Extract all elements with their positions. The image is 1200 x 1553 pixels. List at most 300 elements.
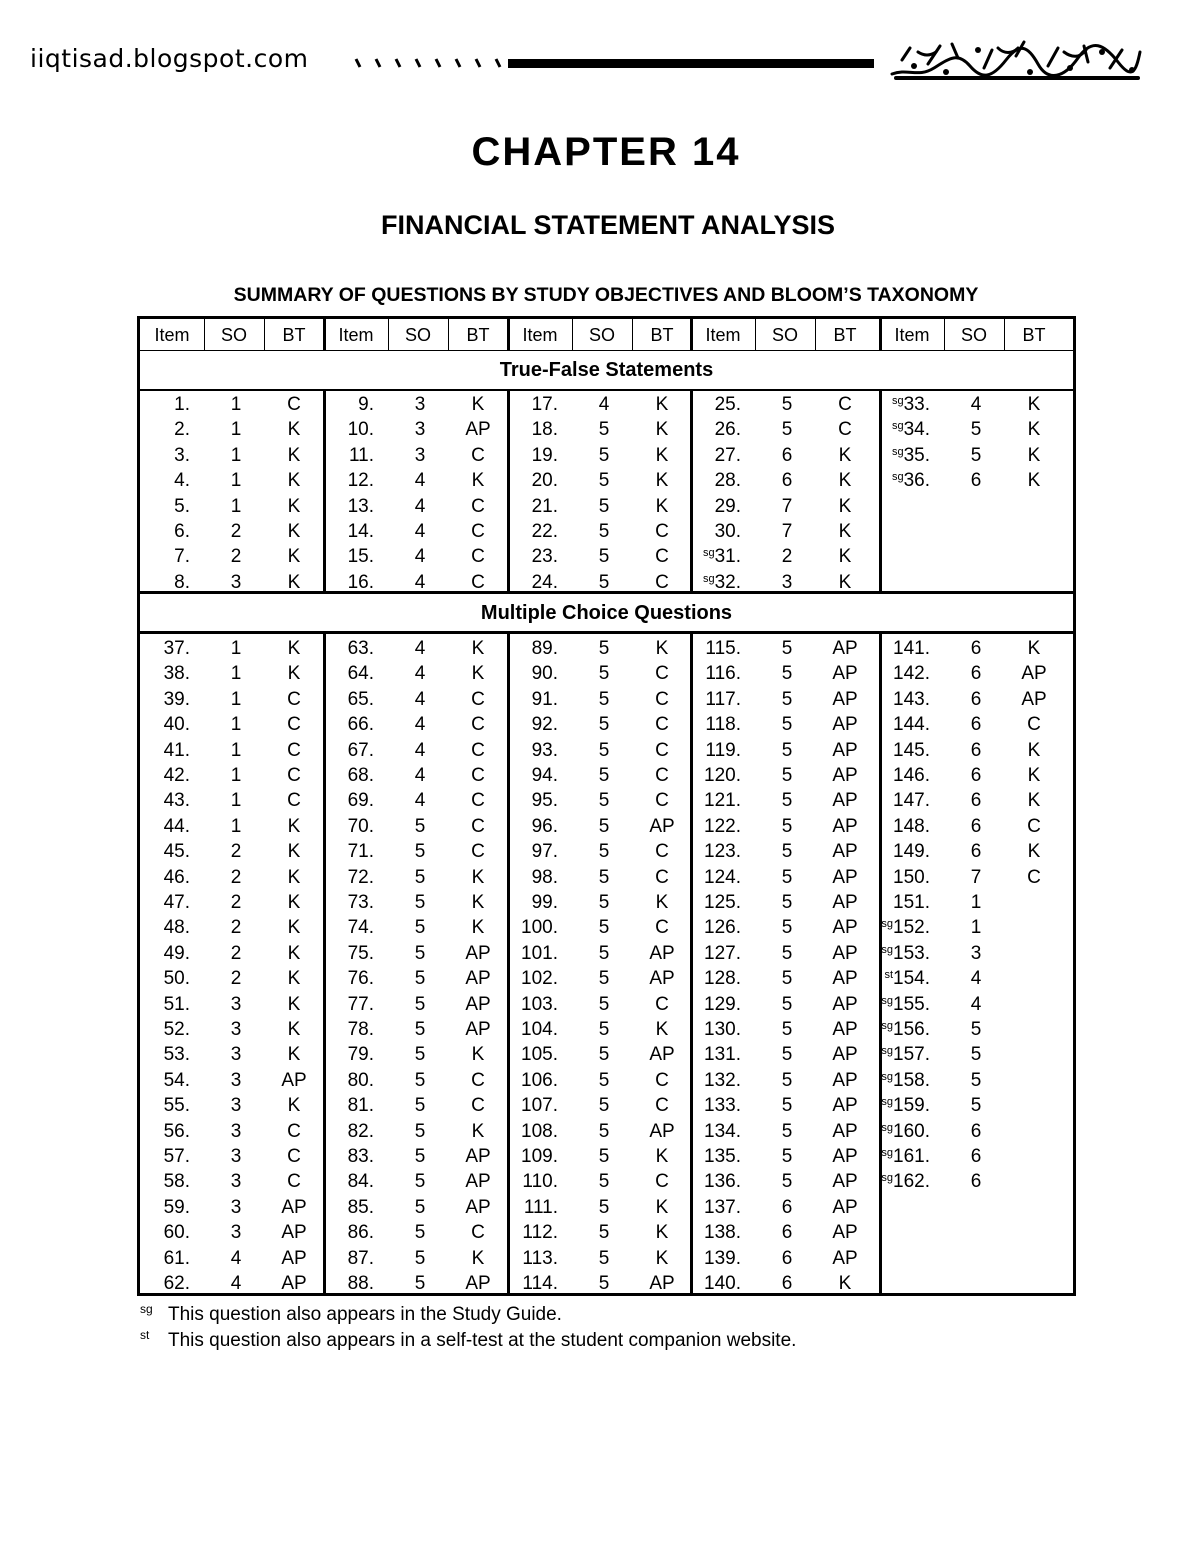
study-objective: 5 <box>598 1222 610 1244</box>
column-header: Item <box>522 325 558 345</box>
item-number: $^{sg}$155. <box>881 993 930 1015</box>
item-number: 93. <box>531 739 558 761</box>
blooms-taxonomy: C <box>471 1069 485 1091</box>
item-number: 140. <box>704 1273 741 1294</box>
blooms-taxonomy: C <box>287 1146 301 1167</box>
blooms-taxonomy: K <box>1027 739 1041 761</box>
study-objective: 3 <box>230 571 242 593</box>
blooms-taxonomy: C <box>471 841 485 863</box>
blooms-taxonomy: C <box>655 1069 669 1091</box>
item-number: 21. <box>531 495 558 517</box>
blooms-taxonomy: K <box>471 892 485 913</box>
item-number: 54. <box>163 1069 190 1091</box>
study-objective: 6 <box>781 1222 793 1244</box>
blooms-taxonomy: K <box>287 638 301 659</box>
item-number: 102. <box>521 968 558 990</box>
study-objective: 5 <box>970 1044 982 1066</box>
blooms-taxonomy: K <box>655 1247 669 1269</box>
blooms-taxonomy: K <box>1027 638 1041 659</box>
study-objective: 5 <box>598 1120 610 1142</box>
study-objective: 5 <box>781 1120 793 1142</box>
item-number: 148. <box>893 815 930 837</box>
item-number: 118. <box>705 714 741 736</box>
item-number: 46. <box>163 866 190 888</box>
item-mark: sg <box>881 1172 894 1185</box>
blooms-taxonomy: K <box>655 1222 669 1244</box>
item-number: 127. <box>704 942 741 964</box>
item-number: 40. <box>163 714 190 736</box>
item-mark: sg <box>881 1070 894 1083</box>
study-objective: 6 <box>970 688 982 710</box>
study-objective: 4 <box>414 765 426 786</box>
blooms-taxonomy: AP <box>832 1247 858 1269</box>
study-objective: 1 <box>970 917 982 939</box>
item-number: 62. <box>163 1273 190 1294</box>
study-objective: 5 <box>598 1146 610 1167</box>
blooms-taxonomy: AP <box>832 892 858 913</box>
blooms-taxonomy: AP <box>1021 688 1047 710</box>
column-header: BT <box>282 325 306 345</box>
item-number: 83. <box>347 1146 374 1167</box>
item-number: 52. <box>163 1019 190 1040</box>
column-header: Item <box>154 325 190 345</box>
blooms-taxonomy: C <box>471 521 485 542</box>
blooms-taxonomy: K <box>1027 790 1041 812</box>
item-number: 112. <box>522 1222 558 1244</box>
item-number: 16. <box>347 571 374 593</box>
study-objective: 3 <box>781 571 793 593</box>
item-number: 5. <box>174 495 190 517</box>
blooms-taxonomy: C <box>287 1120 301 1142</box>
blooms-taxonomy: AP <box>832 1069 858 1091</box>
item-number: 82. <box>347 1120 374 1142</box>
study-objective: 5 <box>598 892 610 913</box>
blooms-taxonomy: AP <box>465 1019 491 1040</box>
blooms-taxonomy <box>1012 1042 1056 1067</box>
item-number: 74. <box>347 917 374 939</box>
study-objective: 1 <box>230 688 242 710</box>
item-number: 29. <box>714 495 741 517</box>
study-objective: 2 <box>230 968 242 990</box>
study-objective: 6 <box>781 444 793 466</box>
item-number: 10. <box>347 419 374 441</box>
study-objective: 5 <box>414 1019 426 1040</box>
multiple-choice-section-label: Multiple Choice Questions <box>140 594 1073 632</box>
study-objective: 5 <box>414 1044 426 1066</box>
blooms-taxonomy: AP <box>281 1273 307 1294</box>
study-objective: 1 <box>230 765 242 786</box>
item-number: 132. <box>704 1069 741 1091</box>
blooms-taxonomy: K <box>1027 470 1041 492</box>
blooms-taxonomy: AP <box>1021 663 1047 685</box>
study-objective: 5 <box>598 1196 610 1218</box>
item-number: $^{sg}$152. <box>881 917 930 939</box>
footnote-mark: sg <box>140 1302 153 1316</box>
blooms-taxonomy: AP <box>281 1069 307 1091</box>
study-objective: 4 <box>414 571 426 593</box>
item-number: 11. <box>348 444 374 466</box>
item-number: 51. <box>163 993 190 1015</box>
study-objective: 5 <box>781 790 793 812</box>
study-objective: 5 <box>414 993 426 1015</box>
blooms-taxonomy: AP <box>832 917 858 939</box>
blooms-taxonomy: C <box>655 765 669 786</box>
study-objective: 5 <box>414 1069 426 1091</box>
item-number: 80. <box>347 1069 374 1091</box>
column-header: Item <box>894 325 930 345</box>
blooms-taxonomy: K <box>287 495 301 517</box>
blooms-taxonomy: K <box>1027 841 1041 863</box>
item-number: 56. <box>163 1120 190 1142</box>
blooms-taxonomy: C <box>287 765 301 786</box>
item-number: 37. <box>163 638 190 659</box>
study-objective: 3 <box>230 1196 242 1218</box>
column-header: BT <box>650 325 674 345</box>
item-number: 146. <box>893 765 930 786</box>
column-header: SO <box>771 325 798 345</box>
item-number: 85. <box>347 1196 374 1218</box>
blooms-taxonomy: C <box>1027 866 1041 888</box>
column-header: BT <box>833 325 857 345</box>
footnote-text: This question also appears in the Study Guide. <box>168 1304 562 1325</box>
item-number: 151. <box>893 892 930 913</box>
blooms-taxonomy <box>1012 1169 1056 1194</box>
study-objective: 6 <box>970 714 982 736</box>
item-number: 24. <box>531 571 558 593</box>
study-objective: 3 <box>230 993 242 1015</box>
study-objective: 6 <box>970 1171 982 1193</box>
item-mark: st <box>884 969 894 982</box>
blooms-taxonomy <box>1012 915 1056 940</box>
study-objective: 1 <box>230 638 242 659</box>
study-objective: 3 <box>230 1146 242 1167</box>
blooms-taxonomy: C <box>471 790 485 812</box>
study-objective: 5 <box>781 638 793 659</box>
study-objective: 3 <box>230 1069 242 1091</box>
header-rule <box>508 59 874 68</box>
item-mark: sg <box>881 1045 894 1058</box>
study-objective: 5 <box>970 419 982 441</box>
item-number: 65. <box>347 688 374 710</box>
blooms-taxonomy: AP <box>832 1019 858 1040</box>
study-objective: 4 <box>414 714 426 736</box>
study-objective: 5 <box>598 1171 610 1193</box>
blooms-taxonomy: C <box>655 866 669 888</box>
item-number: 123. <box>704 841 741 863</box>
item-number: $^{sg}$157. <box>881 1044 930 1066</box>
blooms-taxonomy: K <box>287 968 301 990</box>
blooms-taxonomy: AP <box>649 815 675 837</box>
blooms-taxonomy: C <box>471 1095 485 1117</box>
study-objective: 5 <box>598 765 610 786</box>
blooms-taxonomy <box>1012 1068 1056 1093</box>
blooms-taxonomy: C <box>287 1171 301 1193</box>
item-number: 90. <box>531 663 558 685</box>
study-objective: 5 <box>781 419 793 441</box>
study-objective: 5 <box>598 1019 610 1040</box>
study-objective: 5 <box>598 1095 610 1117</box>
item-number: 130. <box>704 1019 741 1040</box>
study-objective: 3 <box>230 1095 242 1117</box>
study-objective: 6 <box>970 790 982 812</box>
footnote-text: This question also appears in a self-test at the student companion website. <box>168 1330 797 1351</box>
item-number: 3. <box>174 444 190 466</box>
blooms-taxonomy: K <box>471 1120 485 1142</box>
item-number: 81. <box>347 1095 374 1117</box>
study-objective: 1 <box>230 739 242 761</box>
blooms-taxonomy: K <box>655 394 669 415</box>
item-number: 105. <box>521 1044 558 1066</box>
study-objective: 4 <box>230 1247 242 1269</box>
study-objective: 5 <box>598 571 610 593</box>
study-objective: 5 <box>781 815 793 837</box>
item-number: 138. <box>704 1222 741 1244</box>
blooms-taxonomy: C <box>287 714 301 736</box>
item-number: 97. <box>531 841 558 863</box>
item-number: 134. <box>704 1120 741 1142</box>
blooms-taxonomy: AP <box>465 1196 491 1218</box>
study-objective: 2 <box>230 892 242 913</box>
item-number: 147. <box>893 790 930 812</box>
blooms-taxonomy: K <box>838 571 852 593</box>
blooms-taxonomy: C <box>287 394 301 415</box>
blooms-taxonomy: AP <box>832 663 858 685</box>
blooms-taxonomy: K <box>655 470 669 492</box>
study-objective: 4 <box>414 663 426 685</box>
item-number: 57. <box>163 1146 190 1167</box>
item-number: 15. <box>347 546 374 568</box>
study-objective: 4 <box>414 790 426 812</box>
item-number: 100. <box>521 917 558 939</box>
item-number: 144. <box>893 714 930 736</box>
blooms-taxonomy: K <box>287 521 301 542</box>
study-objective: 4 <box>414 638 426 659</box>
blooms-taxonomy: AP <box>465 993 491 1015</box>
blooms-taxonomy: AP <box>465 942 491 964</box>
item-number: 39. <box>163 688 190 710</box>
blooms-taxonomy: K <box>655 638 669 659</box>
item-number: 42. <box>163 765 190 786</box>
study-objective: 3 <box>414 444 426 466</box>
study-objective: 5 <box>414 866 426 888</box>
study-objective: 5 <box>781 739 793 761</box>
item-number: $^{sg}$34. <box>891 419 930 441</box>
item-number: 141. <box>893 638 930 659</box>
item-number: $^{sg}$162. <box>881 1171 930 1193</box>
blooms-taxonomy: AP <box>832 1171 858 1193</box>
item-number: 9. <box>358 394 374 415</box>
blooms-taxonomy: AP <box>281 1196 307 1218</box>
blooms-taxonomy: C <box>655 993 669 1015</box>
blooms-taxonomy: C <box>655 688 669 710</box>
blooms-taxonomy: K <box>838 521 852 542</box>
item-mark: sg <box>891 445 904 458</box>
study-objective: 4 <box>414 495 426 517</box>
study-objective: 5 <box>598 546 610 568</box>
item-number: 19. <box>531 444 558 466</box>
blooms-taxonomy: AP <box>832 815 858 837</box>
study-objective: 5 <box>598 942 610 964</box>
study-objective: 2 <box>230 841 242 863</box>
study-objective: 4 <box>970 993 982 1015</box>
item-number: 4. <box>174 470 190 492</box>
blooms-taxonomy: AP <box>281 1247 307 1269</box>
study-objective: 5 <box>414 815 426 837</box>
blooms-taxonomy: K <box>655 444 669 466</box>
item-number: $^{sg}$159. <box>881 1095 930 1117</box>
item-number: 103. <box>521 993 558 1015</box>
blooms-taxonomy <box>1012 992 1056 1017</box>
study-objective: 6 <box>970 739 982 761</box>
study-objective: 3 <box>230 1019 242 1040</box>
item-number: 14. <box>347 521 374 542</box>
item-number: 115. <box>705 638 741 659</box>
study-objective: 5 <box>414 1222 426 1244</box>
blooms-taxonomy: C <box>471 546 485 568</box>
item-number: 58. <box>163 1171 190 1193</box>
blooms-taxonomy: K <box>838 1273 852 1294</box>
item-number: 55. <box>163 1095 190 1117</box>
column-header: Item <box>338 325 374 345</box>
item-number: $^{sg}$153. <box>881 942 930 964</box>
item-number: 49. <box>163 942 190 964</box>
item-number: 73. <box>347 892 374 913</box>
study-objective: 6 <box>781 470 793 492</box>
item-number: 7. <box>174 546 190 568</box>
item-number: 136. <box>704 1171 741 1193</box>
study-objective: 5 <box>598 1247 610 1269</box>
blooms-taxonomy: C <box>655 739 669 761</box>
study-objective: 5 <box>598 866 610 888</box>
blooms-taxonomy: K <box>287 917 301 939</box>
blooms-taxonomy: AP <box>832 866 858 888</box>
item-number: 27. <box>714 444 741 466</box>
blooms-taxonomy <box>1012 1093 1056 1118</box>
study-objective: 6 <box>781 1247 793 1269</box>
blooms-taxonomy: AP <box>832 1095 858 1117</box>
footnote-self-test <box>140 1328 796 1352</box>
study-objective: 5 <box>414 968 426 990</box>
study-objective: 5 <box>970 1019 982 1040</box>
item-number: 137. <box>704 1196 741 1218</box>
item-number: 6. <box>174 521 190 542</box>
study-objective: 2 <box>230 521 242 542</box>
study-objective: 1 <box>230 815 242 837</box>
item-number: 122. <box>704 815 741 837</box>
blooms-taxonomy: AP <box>832 765 858 786</box>
item-number: 84. <box>347 1171 374 1193</box>
study-objective: 5 <box>781 688 793 710</box>
item-number: 48. <box>163 917 190 939</box>
study-objective: 6 <box>970 1146 982 1167</box>
study-objective: 4 <box>598 394 610 415</box>
study-objective: 5 <box>781 841 793 863</box>
study-objective: 4 <box>414 470 426 492</box>
blooms-taxonomy: AP <box>832 638 858 659</box>
study-objective: 5 <box>781 993 793 1015</box>
blooms-taxonomy: K <box>655 495 669 517</box>
study-objective: 5 <box>598 1069 610 1091</box>
blooms-taxonomy: C <box>471 765 485 786</box>
item-number: 44. <box>163 815 190 837</box>
blooms-taxonomy: AP <box>832 1044 858 1066</box>
blooms-taxonomy: K <box>287 1019 301 1040</box>
blooms-taxonomy: C <box>1027 815 1041 837</box>
study-objective: 5 <box>598 917 610 939</box>
blooms-taxonomy: AP <box>832 841 858 863</box>
blooms-taxonomy <box>1012 966 1056 991</box>
study-objective: 5 <box>598 841 610 863</box>
questions-table <box>137 316 1076 1296</box>
item-number: 59. <box>163 1196 190 1218</box>
blooms-taxonomy: C <box>471 495 485 517</box>
item-number: 131. <box>704 1044 741 1066</box>
item-number: 126. <box>704 917 741 939</box>
blooms-taxonomy <box>1012 1017 1056 1042</box>
item-number: 117. <box>705 688 741 710</box>
column-header: Item <box>705 325 741 345</box>
blooms-taxonomy: C <box>471 739 485 761</box>
study-objective: 5 <box>414 1247 426 1269</box>
item-number: 63. <box>347 638 374 659</box>
blooms-taxonomy: AP <box>649 1273 675 1294</box>
item-number: 43. <box>163 790 190 812</box>
item-number: 61. <box>163 1247 190 1269</box>
item-number: 104. <box>521 1019 558 1040</box>
item-mark: sg <box>891 395 904 407</box>
blooms-taxonomy: K <box>1027 394 1041 415</box>
study-objective: 5 <box>598 993 610 1015</box>
item-number: 98. <box>531 866 558 888</box>
item-number: 145. <box>893 739 930 761</box>
study-objective: 5 <box>598 815 610 837</box>
item-number: $^{sg}$31. <box>702 546 741 568</box>
blooms-taxonomy: AP <box>832 968 858 990</box>
study-objective: 5 <box>781 1146 793 1167</box>
study-objective: 5 <box>781 942 793 964</box>
item-number: 110. <box>522 1171 558 1193</box>
blooms-taxonomy: K <box>287 815 301 837</box>
study-objective: 5 <box>970 444 982 466</box>
study-objective: 4 <box>414 739 426 761</box>
blooms-taxonomy: AP <box>832 714 858 736</box>
item-number: 139. <box>704 1247 741 1269</box>
item-number: 13. <box>347 495 374 517</box>
item-number: $^{sg}$32. <box>702 571 741 593</box>
item-number: 67. <box>347 739 374 761</box>
study-objective: 5 <box>414 1146 426 1167</box>
study-objective: 5 <box>598 663 610 685</box>
blooms-taxonomy: AP <box>465 419 491 441</box>
item-number: $^{sg}$158. <box>881 1069 930 1091</box>
blooms-taxonomy: K <box>838 470 852 492</box>
blooms-taxonomy: K <box>471 917 485 939</box>
item-number: 88. <box>347 1273 374 1294</box>
blooms-taxonomy: K <box>287 993 301 1015</box>
item-number: 87. <box>347 1247 374 1269</box>
column-header: BT <box>1022 325 1046 345</box>
blooms-taxonomy: C <box>838 394 852 415</box>
study-objective: 3 <box>970 942 982 964</box>
study-objective: 2 <box>230 917 242 939</box>
column-header: SO <box>960 325 987 345</box>
study-objective: 5 <box>781 917 793 939</box>
true-false-block <box>140 390 1073 593</box>
item-number: 78. <box>347 1019 374 1040</box>
item-mark: sg <box>881 1096 894 1109</box>
blooms-taxonomy <box>1012 941 1056 966</box>
study-objective: 5 <box>781 394 793 415</box>
